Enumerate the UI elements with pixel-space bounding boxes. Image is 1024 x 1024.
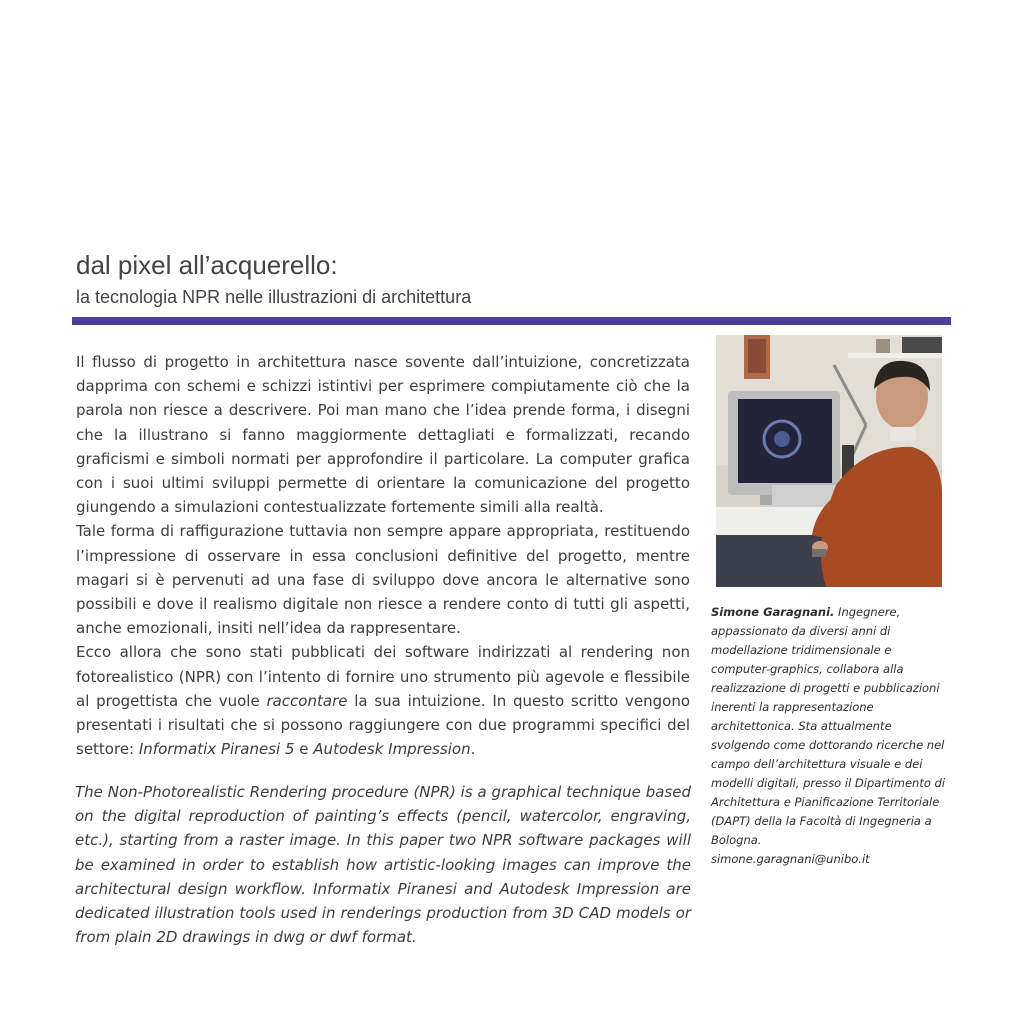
author-name: Simone Garagnani. — [711, 605, 835, 619]
author-photo — [716, 335, 942, 587]
software-impression: Autodesk Impression — [313, 740, 471, 759]
p3-text-a: Ecco allora che sono stati pubblicati dei software indirizzati al rendering non fotorealistico (NPR) con l’intento di fornire uno strumento più agevole e flessibile al progettista che vuole — [76, 643, 690, 710]
body-paragraph-1: Il flusso di progetto in architettura nasce sovente dall’intuizione, concretizzata dapprima con schemi e schizzi istintivi per esprimere compiutamente ciò che la parola non riesce a descrivere. Poi man mano che l’idea prende forma, i disegni che la illustrano si fanno maggiormente dettagliati e formalizzati, recando graficismi e simboli normati per approfondire il particolare. La computer grafica con i suoi ultimi sviluppi permette di orientare la comunicazione del progetto giungendo a simulazioni contestualizzate fortemente simili alla realtà. — [76, 353, 690, 517]
p3-text-b: la sua intuizione. In questo scritto vengono presentati i risultati che si possono raggiungere con due programmi specifici del settore: — [76, 691, 691, 759]
title-divider — [72, 317, 951, 325]
body-paragraph-2: Tale forma di raffigurazione tuttavia non sempre appare appropriata, restituendo l’impressione di osservare in essa conclusioni definitive del progetto, mentre magari si è pervenuti ad una fase di sviluppo dove ancora le alternative sono possibili e dove il realismo digitale non riesce a rendere conto di tutti gli aspetti, anche emozionali, insiti nell’idea da rappresentare. — [76, 522, 690, 638]
author-email[interactable]: simone.garagnani@unibo.it — [711, 852, 870, 866]
author-bio: Ingegnere, appassionato da diversi anni di modellazione tridimensionale e computer-graphics, collabora alla realizzazione di progetti e pubblicazioni inerenti la rappresentazione architettonica. Sta attualmente svolgendo come dottorando ricerche nel campo dell’architettura visuale e dei modelli digitali, presso il Dipartimento di Architettura e Pianificazione Territoriale (DAPT) della la Facoltà di Ingegneria a Bologna. — [711, 605, 946, 847]
article-body — [76, 350, 690, 761]
article-title: dal pixel all’acquerello: — [76, 250, 338, 280]
p3-emphasis: raccontare — [266, 691, 348, 710]
article-subtitle: la tecnologia NPR nelle illustrazioni di architettura — [76, 287, 472, 307]
software-piranesi: Informatix Piranesi 5 — [138, 740, 295, 759]
english-abstract: The Non-Photorealistic Rendering procedure (NPR) is a graphical technique based on the digital reproduction of painting’s effects (pencil, watercolor, engraving, etc.), starting from a raster image. In this paper two NPR software packages will be examined in order to establish how artistic-looking images can improve the architectural design workflow. Informatix Piranesi and Autodesk Impression are dedicated illustration tools used in renderings production from 3D CAD models or from plain 2D drawings in dwg or dwf format. — [75, 783, 691, 947]
author-caption — [711, 603, 947, 869]
body-paragraph-3 — [76, 640, 690, 761]
p3-end: . — [470, 740, 476, 759]
p3-and: e — [294, 740, 314, 759]
